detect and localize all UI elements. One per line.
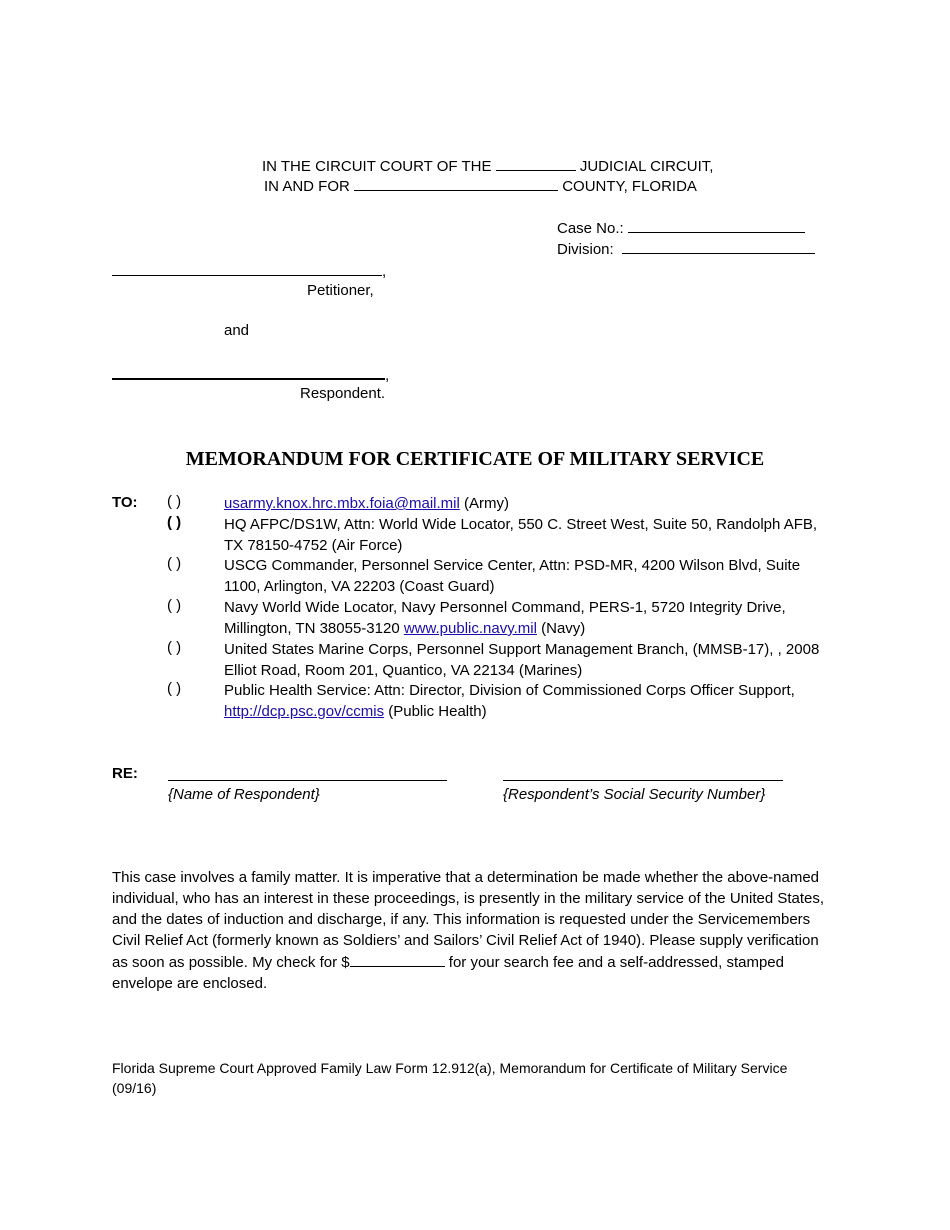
army-checkbox[interactable]: ( ) [167, 493, 182, 510]
respondent-name-blank[interactable] [112, 378, 385, 380]
army-email-link[interactable]: usarmy.knox.hrc.mbx.foia@mail.mil [224, 495, 460, 512]
public-health-checkbox[interactable]: ( ) [167, 680, 182, 697]
respondent-label: Respondent. [300, 385, 386, 402]
respondent-ssn-caption: {Respondent’s Social Security Number} [503, 786, 766, 803]
body-paragraph: This case involves a family matter. It is imperative that a determination be made whether the above-named individual, who has an interest in these proceedings, is presently in the military service of the United States, and the dates of induction and discharge, if any. This information is requested under the Servicemembers Civil Relief Act (formerly known as Soldiers’ and Sailors’ Civil Relief Act of 1940). Please supply verification as soon as possible. My check for $ for your search fee and a self-addressed, stamped envelope are enclosed. [112, 869, 825, 992]
marines-checkbox[interactable]: ( ) [167, 639, 182, 656]
and-label: and [224, 322, 250, 339]
form-footer: Florida Supreme Court Approved Family Law Form 12.912(a), Memorandum for Certificate of Military Service (09/16) [112, 1060, 788, 1096]
navy-checkbox[interactable]: ( ) [167, 597, 182, 614]
agency-marines: United States Marine Corps, Personnel Support Management Branch, (MMSB-17), , 2008 Elliot Road, Room 201, Quantico, VA 22134 (Marines) [224, 641, 820, 679]
circuit-number-blank[interactable] [496, 155, 576, 171]
division-field: Division: [557, 238, 815, 260]
petitioner-name-blank[interactable] [112, 275, 382, 276]
agency-air-force: HQ AFPC/DS1W, Attn: World Wide Locator, 550 C. Street West, Suite 50, Randolph AFB, TX 78150-4752 (Air Force) [224, 516, 818, 554]
agency-coast-guard: USCG Commander, Personnel Service Center, Attn: PSD-MR, 4200 Wilson Blvd, Suite 1100, Arlington, VA 22203 (Coast Guard) [224, 557, 801, 595]
agency-army: usarmy.knox.hrc.mbx.foia@mail.mil (Army) [224, 495, 509, 512]
respondent-ssn-line[interactable] [503, 780, 783, 781]
agency-navy: Navy World Wide Locator, Navy Personnel Command, PERS-1, 5720 Integrity Drive, Millington, TN 38055-3120 www.public.navy.mil (Navy) [224, 599, 786, 637]
agency-public-health: Public Health Service: Attn: Director, Division of Commissioned Corps Officer Support, http://dcp.psc.gov/ccmis (Public Health) [224, 682, 795, 720]
search-fee-amount-blank[interactable] [350, 951, 445, 967]
case-number-blank[interactable] [628, 217, 805, 233]
county-line: IN AND FOR COUNTY, FLORIDA [264, 175, 697, 197]
navy-website-link[interactable]: www.public.navy.mil [403, 620, 537, 637]
document-title: MEMORANDUM FOR CERTIFICATE OF MILITARY SERVICE [185, 448, 765, 470]
division-blank[interactable] [622, 238, 815, 254]
petitioner-comma: , [382, 263, 387, 280]
county-name-blank[interactable] [354, 175, 558, 191]
case-number-field: Case No.: [557, 217, 805, 239]
re-label: RE: [112, 765, 138, 782]
court-circuit-line: IN THE CIRCUIT COURT OF THE JUDICIAL CIRCUIT, [262, 155, 713, 177]
air-force-checkbox[interactable]: ( ) [167, 514, 182, 531]
name-of-respondent-caption: {Name of Respondent} [168, 786, 320, 803]
public-health-link[interactable]: http://dcp.psc.gov/ccmis [224, 703, 385, 720]
to-label: TO: [112, 494, 138, 511]
coast-guard-checkbox[interactable]: ( ) [167, 555, 182, 572]
respondent-name-line[interactable] [168, 780, 447, 781]
respondent-comma: , [385, 367, 390, 384]
petitioner-label: Petitioner, [307, 282, 374, 299]
